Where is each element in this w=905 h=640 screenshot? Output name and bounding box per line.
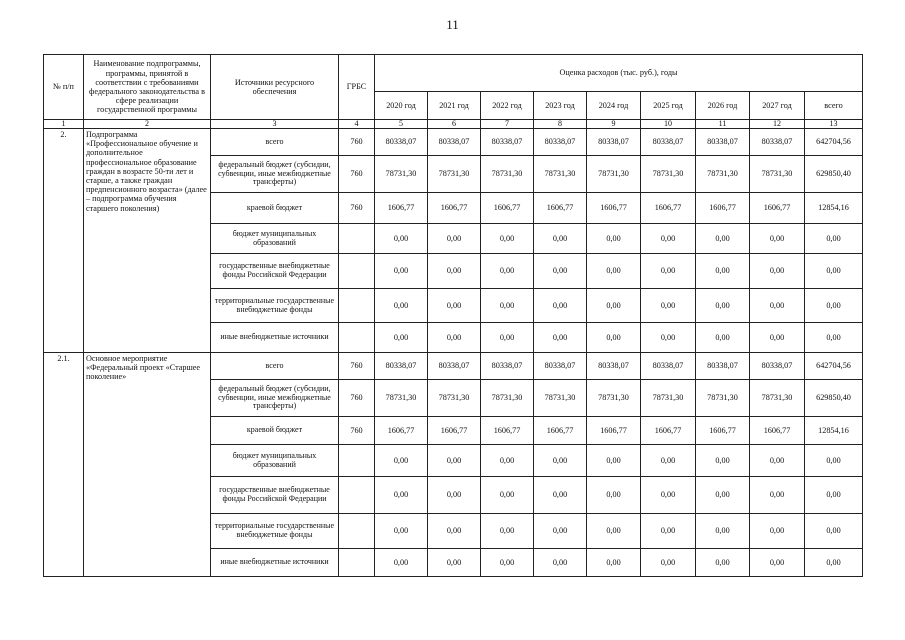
amount-cell: 0,00	[428, 289, 481, 323]
amount-cell: 1606,77	[641, 417, 696, 445]
amount-cell: 78731,30	[750, 156, 805, 193]
amount-cell: 1606,77	[428, 193, 481, 224]
column-number: 13	[805, 120, 863, 129]
column-number: 2	[84, 120, 211, 129]
amount-cell: 0,00	[641, 549, 696, 577]
amount-cell: 80338,07	[375, 353, 428, 380]
funding-source: бюджет муниципальных образований	[211, 445, 339, 477]
column-number: 11	[696, 120, 750, 129]
amount-cell: 0,00	[750, 445, 805, 477]
amount-cell: 0,00	[481, 289, 534, 323]
amount-cell: 642704,56	[805, 129, 863, 156]
grbs-code	[339, 254, 375, 289]
grbs-code	[339, 445, 375, 477]
funding-source: всего	[211, 129, 339, 156]
amount-cell: 1606,77	[696, 193, 750, 224]
amount-cell: 0,00	[534, 254, 587, 289]
amount-cell: 1606,77	[481, 417, 534, 445]
header-year: всего	[805, 92, 863, 120]
amount-cell: 78731,30	[375, 156, 428, 193]
amount-cell: 0,00	[375, 549, 428, 577]
column-number: 4	[339, 120, 375, 129]
amount-cell: 0,00	[587, 549, 641, 577]
column-number: 12	[750, 120, 805, 129]
grbs-code	[339, 514, 375, 549]
amount-cell: 0,00	[375, 289, 428, 323]
grbs-code: 760	[339, 156, 375, 193]
amount-cell: 0,00	[805, 445, 863, 477]
header-name: Наименование подпрограммы, программы, принятой в соответствии с требованиями федерального законодательства в сфере реализации государственной программы	[84, 55, 211, 120]
program-name: Основное мероприятие «Федеральный проект «Старшее поколение»	[84, 353, 211, 577]
grbs-code: 760	[339, 353, 375, 380]
amount-cell: 0,00	[696, 445, 750, 477]
table-row	[44, 129, 863, 156]
amount-cell: 0,00	[641, 477, 696, 514]
amount-cell: 80338,07	[534, 129, 587, 156]
header-estimate: Оценка расходов (тыс. руб.), годы	[375, 55, 863, 92]
amount-cell: 0,00	[750, 289, 805, 323]
amount-cell: 80338,07	[428, 353, 481, 380]
amount-cell: 0,00	[696, 477, 750, 514]
funding-source: иные внебюджетные источники	[211, 549, 339, 577]
amount-cell: 0,00	[805, 323, 863, 353]
row-index: 2.	[44, 129, 84, 353]
amount-cell: 12854,16	[805, 193, 863, 224]
amount-cell: 1606,77	[750, 417, 805, 445]
amount-cell: 0,00	[481, 323, 534, 353]
column-number: 5	[375, 120, 428, 129]
amount-cell: 80338,07	[641, 353, 696, 380]
header-grbs: ГРБС	[339, 55, 375, 120]
amount-cell: 0,00	[428, 323, 481, 353]
amount-cell: 0,00	[805, 549, 863, 577]
amount-cell: 0,00	[587, 289, 641, 323]
amount-cell: 0,00	[641, 323, 696, 353]
amount-cell: 0,00	[750, 549, 805, 577]
amount-cell: 80338,07	[641, 129, 696, 156]
amount-cell: 0,00	[534, 289, 587, 323]
funding-source: государственные внебюджетные фонды Российской Федерации	[211, 477, 339, 514]
amount-cell: 0,00	[587, 254, 641, 289]
grbs-code: 760	[339, 193, 375, 224]
amount-cell: 0,00	[375, 323, 428, 353]
amount-cell: 0,00	[534, 514, 587, 549]
grbs-code	[339, 289, 375, 323]
grbs-code: 760	[339, 380, 375, 417]
amount-cell: 1606,77	[534, 417, 587, 445]
funding-source: территориальные государственные внебюджетные фонды	[211, 514, 339, 549]
amount-cell: 0,00	[481, 477, 534, 514]
header-year: 2023 год	[534, 92, 587, 120]
funding-source: краевой бюджет	[211, 193, 339, 224]
amount-cell: 80338,07	[750, 129, 805, 156]
amount-cell: 0,00	[805, 289, 863, 323]
funding-source: государственные внебюджетные фонды Российской Федерации	[211, 254, 339, 289]
column-number: 6	[428, 120, 481, 129]
amount-cell: 80338,07	[534, 353, 587, 380]
amount-cell: 0,00	[750, 323, 805, 353]
amount-cell: 0,00	[641, 224, 696, 254]
amount-cell: 0,00	[481, 445, 534, 477]
page-number: 11	[446, 17, 459, 32]
header-year: 2027 год	[750, 92, 805, 120]
column-number: 10	[641, 120, 696, 129]
amount-cell: 0,00	[534, 477, 587, 514]
amount-cell: 78731,30	[696, 156, 750, 193]
amount-cell: 0,00	[428, 224, 481, 254]
amount-cell: 78731,30	[587, 380, 641, 417]
amount-cell: 0,00	[805, 224, 863, 254]
amount-cell: 0,00	[481, 549, 534, 577]
budget-table	[43, 54, 863, 577]
amount-cell: 0,00	[534, 549, 587, 577]
amount-cell: 1606,77	[534, 193, 587, 224]
amount-cell: 0,00	[587, 477, 641, 514]
amount-cell: 1606,77	[481, 193, 534, 224]
amount-cell: 1606,77	[696, 417, 750, 445]
amount-cell: 78731,30	[428, 380, 481, 417]
header-year: 2020 год	[375, 92, 428, 120]
amount-cell: 80338,07	[750, 353, 805, 380]
header-year: 2024 год	[587, 92, 641, 120]
amount-cell: 0,00	[375, 445, 428, 477]
grbs-code	[339, 323, 375, 353]
amount-cell: 629850,40	[805, 380, 863, 417]
amount-cell: 0,00	[805, 514, 863, 549]
amount-cell: 78731,30	[641, 380, 696, 417]
amount-cell: 0,00	[375, 477, 428, 514]
amount-cell: 78731,30	[428, 156, 481, 193]
column-number: 7	[481, 120, 534, 129]
amount-cell: 1606,77	[587, 193, 641, 224]
amount-cell: 0,00	[428, 514, 481, 549]
funding-source: всего	[211, 353, 339, 380]
amount-cell: 0,00	[481, 514, 534, 549]
amount-cell: 0,00	[587, 445, 641, 477]
amount-cell: 78731,30	[481, 156, 534, 193]
amount-cell: 78731,30	[587, 156, 641, 193]
grbs-code	[339, 224, 375, 254]
amount-cell: 0,00	[481, 254, 534, 289]
header-year: 2021 год	[428, 92, 481, 120]
amount-cell: 0,00	[805, 254, 863, 289]
amount-cell: 0,00	[750, 514, 805, 549]
amount-cell: 0,00	[750, 254, 805, 289]
amount-cell: 80338,07	[696, 129, 750, 156]
amount-cell: 0,00	[587, 224, 641, 254]
amount-cell: 0,00	[375, 254, 428, 289]
amount-cell: 80338,07	[587, 129, 641, 156]
amount-cell: 0,00	[696, 224, 750, 254]
amount-cell: 0,00	[641, 289, 696, 323]
amount-cell: 80338,07	[587, 353, 641, 380]
amount-cell: 642704,56	[805, 353, 863, 380]
funding-source: федеральный бюджет (субсидии, субвенции, иные межбюджетные трансферты)	[211, 380, 339, 417]
amount-cell: 80338,07	[428, 129, 481, 156]
amount-cell: 0,00	[805, 477, 863, 514]
grbs-code	[339, 549, 375, 577]
amount-cell: 78731,30	[375, 380, 428, 417]
grbs-code: 760	[339, 129, 375, 156]
table-row	[44, 353, 863, 380]
amount-cell: 1606,77	[587, 417, 641, 445]
amount-cell: 0,00	[534, 445, 587, 477]
amount-cell: 0,00	[428, 477, 481, 514]
amount-cell: 0,00	[641, 254, 696, 289]
amount-cell: 78731,30	[641, 156, 696, 193]
header-year: 2026 год	[696, 92, 750, 120]
amount-cell: 0,00	[428, 445, 481, 477]
grbs-code	[339, 477, 375, 514]
amount-cell: 0,00	[750, 477, 805, 514]
amount-cell: 0,00	[696, 323, 750, 353]
amount-cell: 0,00	[750, 224, 805, 254]
amount-cell: 80338,07	[375, 129, 428, 156]
amount-cell: 0,00	[375, 224, 428, 254]
amount-cell: 0,00	[375, 514, 428, 549]
header-index: № п/п	[44, 55, 84, 120]
amount-cell: 0,00	[428, 254, 481, 289]
amount-cell: 78731,30	[696, 380, 750, 417]
grbs-code: 760	[339, 417, 375, 445]
amount-cell: 1606,77	[641, 193, 696, 224]
header-year: 2025 год	[641, 92, 696, 120]
amount-cell: 0,00	[696, 254, 750, 289]
amount-cell: 78731,30	[534, 156, 587, 193]
amount-cell: 0,00	[641, 514, 696, 549]
amount-cell: 0,00	[587, 514, 641, 549]
funding-source: федеральный бюджет (субсидии, субвенции, иные межбюджетные трансферты)	[211, 156, 339, 193]
amount-cell: 0,00	[428, 549, 481, 577]
column-number: 8	[534, 120, 587, 129]
column-number: 1	[44, 120, 84, 129]
row-index: 2.1.	[44, 353, 84, 577]
amount-cell: 0,00	[534, 323, 587, 353]
amount-cell: 0,00	[481, 224, 534, 254]
column-number: 9	[587, 120, 641, 129]
amount-cell: 1606,77	[428, 417, 481, 445]
amount-cell: 1606,77	[750, 193, 805, 224]
amount-cell: 78731,30	[481, 380, 534, 417]
amount-cell: 0,00	[534, 224, 587, 254]
amount-cell: 0,00	[696, 514, 750, 549]
amount-cell: 629850,40	[805, 156, 863, 193]
column-number: 3	[211, 120, 339, 129]
amount-cell: 80338,07	[481, 353, 534, 380]
funding-source: территориальные государственные внебюджетные фонды	[211, 289, 339, 323]
amount-cell: 80338,07	[696, 353, 750, 380]
amount-cell: 78731,30	[750, 380, 805, 417]
program-name: Подпрограмма «Профессиональное обучение и дополнительное профессиональное образование граждан в возрасте 50-ти лет и старше, а также граждан предпенсионного возраста» (далее – подпрограмма обучения старшего поколения)	[84, 129, 211, 353]
amount-cell: 0,00	[587, 323, 641, 353]
amount-cell: 1606,77	[375, 193, 428, 224]
amount-cell: 0,00	[641, 445, 696, 477]
amount-cell: 78731,30	[534, 380, 587, 417]
amount-cell: 0,00	[696, 289, 750, 323]
funding-source: краевой бюджет	[211, 417, 339, 445]
amount-cell: 12854,16	[805, 417, 863, 445]
amount-cell: 0,00	[696, 549, 750, 577]
header-source: Источники ресурсного обеспечения	[211, 55, 339, 120]
amount-cell: 80338,07	[481, 129, 534, 156]
funding-source: иные внебюджетные источники	[211, 323, 339, 353]
header-year: 2022 год	[481, 92, 534, 120]
amount-cell: 1606,77	[375, 417, 428, 445]
funding-source: бюджет муниципальных образований	[211, 224, 339, 254]
